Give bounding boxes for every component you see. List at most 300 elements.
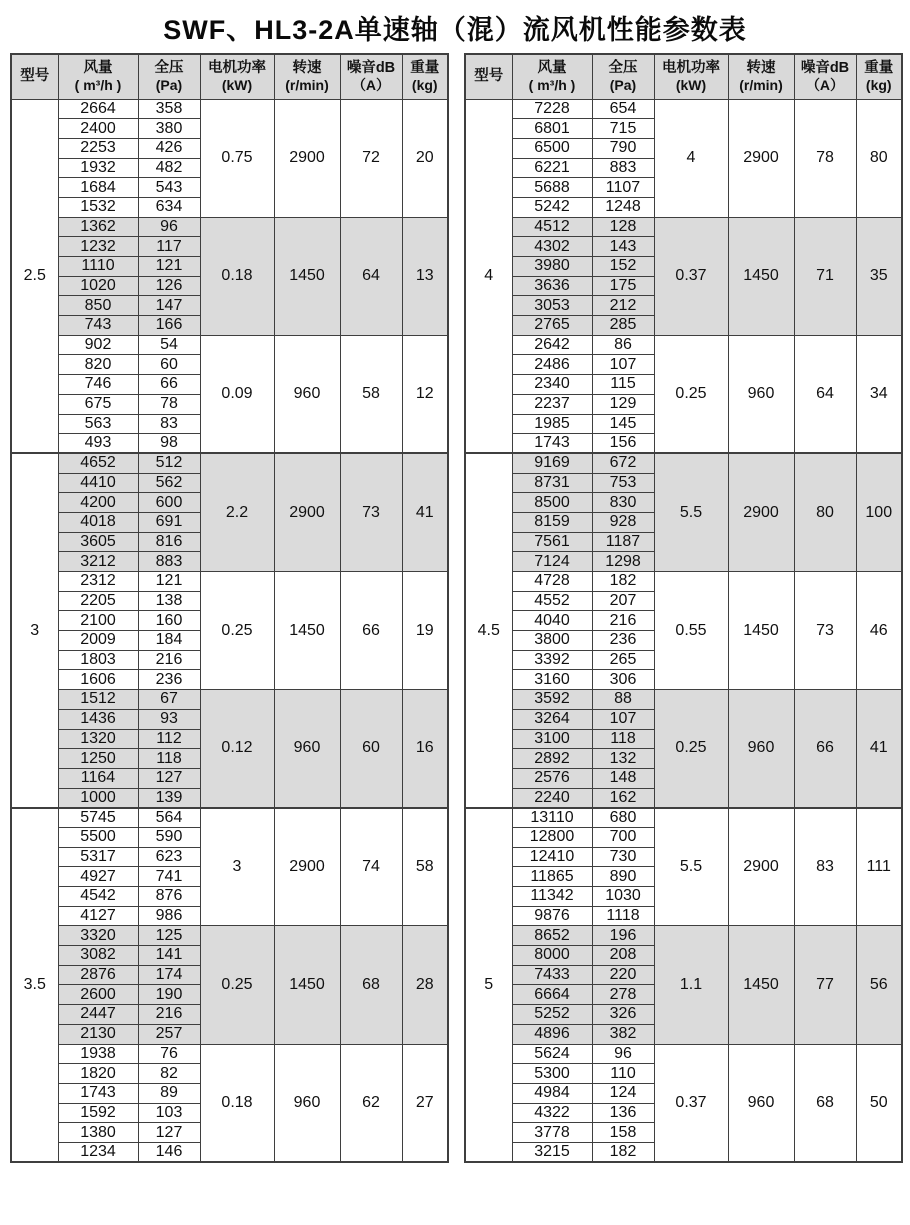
flow-cell: 493 [58, 434, 138, 454]
pressure-cell: 1107 [592, 178, 654, 198]
model-cell: 2.5 [11, 99, 58, 453]
noise-cell: 73 [340, 453, 402, 571]
pressure-cell: 890 [592, 867, 654, 887]
flow-cell: 4542 [58, 887, 138, 907]
col-header-power [200, 54, 274, 99]
weight-cell: 34 [856, 335, 902, 453]
pressure-cell: 182 [592, 572, 654, 592]
col-header-weight [856, 54, 902, 99]
flow-cell: 2340 [512, 375, 592, 395]
power-cell: 0.75 [200, 99, 274, 217]
table-row [11, 99, 448, 119]
pressure-cell: 512 [138, 453, 200, 473]
pressure-cell: 190 [138, 985, 200, 1005]
pressure-cell: 124 [592, 1083, 654, 1103]
weight-cell: 41 [856, 690, 902, 808]
pressure-cell: 590 [138, 827, 200, 847]
power-cell: 0.18 [200, 217, 274, 335]
weight-cell: 100 [856, 453, 902, 571]
pressure-cell: 147 [138, 296, 200, 316]
speed-cell: 960 [274, 1044, 340, 1162]
pressure-cell: 634 [138, 197, 200, 217]
pressure-cell: 96 [138, 217, 200, 237]
pressure-cell: 112 [138, 729, 200, 749]
pressure-cell: 60 [138, 355, 200, 375]
flow-cell: 4896 [512, 1024, 592, 1044]
col-header-noise-line1: 噪音dB [346, 59, 396, 76]
pressure-cell: 121 [138, 257, 200, 277]
flow-cell: 675 [58, 394, 138, 414]
table-row [11, 572, 448, 592]
pressure-cell: 54 [138, 335, 200, 355]
col-header-weight-line1: 重量 [410, 59, 440, 76]
weight-cell: 12 [402, 335, 448, 453]
flow-cell: 4652 [58, 453, 138, 473]
pressure-cell: 125 [138, 926, 200, 946]
col-header-flow-line2: ( m³/h ) [74, 77, 122, 94]
speed-cell: 1450 [274, 572, 340, 690]
pressure-cell: 158 [592, 1123, 654, 1143]
pressure-cell: 790 [592, 138, 654, 158]
pressure-cell: 86 [592, 335, 654, 355]
model-cell: 5 [465, 808, 512, 1162]
weight-cell: 111 [856, 808, 902, 926]
table-row [465, 926, 902, 946]
col-header-pressure-line1: 全压 [154, 59, 184, 76]
power-cell: 0.18 [200, 1044, 274, 1162]
table-body-left [11, 99, 448, 1162]
pressure-cell: 1187 [592, 532, 654, 552]
flow-cell: 1985 [512, 414, 592, 434]
flow-cell: 1320 [58, 729, 138, 749]
weight-cell: 41 [402, 453, 448, 571]
col-header-weight [402, 54, 448, 99]
col-header-flow [58, 54, 138, 99]
table-row [465, 572, 902, 592]
flow-cell: 7228 [512, 99, 592, 119]
flow-cell: 2876 [58, 965, 138, 985]
model-cell: 4.5 [465, 453, 512, 807]
flow-cell: 3636 [512, 276, 592, 296]
weight-cell: 27 [402, 1044, 448, 1162]
table-row [465, 690, 902, 710]
pressure-cell: 715 [592, 119, 654, 139]
col-header-speed-line2: (r/min) [285, 77, 329, 94]
pressure-cell: 196 [592, 926, 654, 946]
flow-cell: 2312 [58, 572, 138, 592]
noise-cell: 72 [340, 99, 402, 217]
pressure-cell: 145 [592, 414, 654, 434]
flow-cell: 1532 [58, 197, 138, 217]
pressure-cell: 220 [592, 965, 654, 985]
speed-cell: 960 [728, 1044, 794, 1162]
pressure-cell: 257 [138, 1024, 200, 1044]
weight-cell: 46 [856, 572, 902, 690]
flow-cell: 3392 [512, 650, 592, 670]
flow-cell: 4018 [58, 512, 138, 532]
pressure-cell: 127 [138, 1123, 200, 1143]
noise-cell: 66 [340, 572, 402, 690]
pressure-cell: 156 [592, 434, 654, 454]
noise-cell: 80 [794, 453, 856, 571]
pressure-cell: 623 [138, 847, 200, 867]
flow-cell: 5500 [58, 827, 138, 847]
pressure-cell: 700 [592, 827, 654, 847]
col-header-noise-line2: （A） [805, 77, 845, 94]
speed-cell: 960 [274, 690, 340, 808]
noise-cell: 68 [794, 1044, 856, 1162]
flow-cell: 8731 [512, 473, 592, 493]
flow-cell: 3100 [512, 729, 592, 749]
pressure-cell: 146 [138, 1142, 200, 1162]
tables-container [0, 53, 910, 1163]
flow-cell: 8500 [512, 493, 592, 513]
power-cell: 5.5 [654, 453, 728, 571]
flow-cell: 1743 [58, 1083, 138, 1103]
pressure-cell: 162 [592, 788, 654, 808]
pressure-cell: 143 [592, 237, 654, 257]
col-header-speed-line2: (r/min) [739, 77, 783, 94]
flow-cell: 4200 [58, 493, 138, 513]
speed-cell: 1450 [728, 217, 794, 335]
pressure-cell: 830 [592, 493, 654, 513]
flow-cell: 3053 [512, 296, 592, 316]
weight-cell: 16 [402, 690, 448, 808]
pressure-cell: 127 [138, 768, 200, 788]
col-header-model [465, 54, 512, 99]
col-header-power-line1: 电机功率 [208, 59, 266, 76]
noise-cell: 60 [340, 690, 402, 808]
col-header-flow-line1: 风量 [537, 59, 567, 76]
col-header-pressure [592, 54, 654, 99]
pressure-cell: 121 [138, 572, 200, 592]
pressure-cell: 1118 [592, 906, 654, 926]
flow-cell: 4927 [58, 867, 138, 887]
weight-cell: 28 [402, 926, 448, 1044]
flow-cell: 2205 [58, 591, 138, 611]
pressure-cell: 236 [138, 670, 200, 690]
flow-cell: 2765 [512, 316, 592, 336]
pressure-cell: 730 [592, 847, 654, 867]
power-cell: 0.25 [654, 690, 728, 808]
speed-cell: 1450 [728, 572, 794, 690]
col-header-power-line1: 电机功率 [662, 59, 720, 76]
flow-cell: 3082 [58, 946, 138, 966]
speed-cell: 2900 [274, 453, 340, 571]
noise-cell: 77 [794, 926, 856, 1044]
col-header-flow-line1: 风量 [83, 59, 113, 76]
table-row [11, 808, 448, 828]
pressure-cell: 138 [138, 591, 200, 611]
pressure-cell: 208 [592, 946, 654, 966]
power-cell: 0.37 [654, 217, 728, 335]
flow-cell: 2253 [58, 138, 138, 158]
pressure-cell: 182 [592, 1142, 654, 1162]
col-header-speed [728, 54, 794, 99]
pressure-cell: 129 [592, 394, 654, 414]
weight-cell: 19 [402, 572, 448, 690]
speed-cell: 2900 [274, 99, 340, 217]
speed-cell: 960 [728, 690, 794, 808]
flow-cell: 9876 [512, 906, 592, 926]
noise-cell: 64 [794, 335, 856, 453]
speed-cell: 1450 [728, 926, 794, 1044]
flow-cell: 1606 [58, 670, 138, 690]
noise-cell: 83 [794, 808, 856, 926]
pressure-cell: 236 [592, 631, 654, 651]
flow-cell: 4127 [58, 906, 138, 926]
pressure-cell: 741 [138, 867, 200, 887]
flow-cell: 3264 [512, 709, 592, 729]
speed-cell: 960 [728, 335, 794, 453]
col-header-noise-line2: （A） [351, 77, 391, 94]
table-header-right [465, 54, 902, 99]
pressure-cell: 66 [138, 375, 200, 395]
noise-cell: 78 [794, 99, 856, 217]
pressure-cell: 562 [138, 473, 200, 493]
flow-cell: 3592 [512, 690, 592, 710]
col-header-pressure-line2: (Pa) [155, 77, 183, 94]
pressure-cell: 89 [138, 1083, 200, 1103]
pressure-cell: 148 [592, 768, 654, 788]
flow-cell: 1938 [58, 1044, 138, 1064]
col-header-speed [274, 54, 340, 99]
flow-cell: 2600 [58, 985, 138, 1005]
noise-cell: 58 [340, 335, 402, 453]
col-header-flow [512, 54, 592, 99]
flow-cell: 1820 [58, 1064, 138, 1084]
weight-cell: 58 [402, 808, 448, 926]
flow-cell: 3605 [58, 532, 138, 552]
col-header-speed-line1: 转速 [292, 59, 322, 76]
pressure-cell: 216 [138, 650, 200, 670]
col-header-weight-line1: 重量 [864, 59, 894, 76]
flow-cell: 1164 [58, 768, 138, 788]
flow-cell: 4552 [512, 591, 592, 611]
model-cell: 4 [465, 99, 512, 453]
table-row [465, 808, 902, 828]
flow-cell: 13110 [512, 808, 592, 828]
pressure-cell: 141 [138, 946, 200, 966]
pressure-cell: 358 [138, 99, 200, 119]
pressure-cell: 564 [138, 808, 200, 828]
speed-cell: 1450 [274, 926, 340, 1044]
pressure-cell: 753 [592, 473, 654, 493]
power-cell: 0.25 [654, 335, 728, 453]
pressure-cell: 680 [592, 808, 654, 828]
pressure-cell: 174 [138, 965, 200, 985]
power-cell: 0.55 [654, 572, 728, 690]
pressure-cell: 126 [138, 276, 200, 296]
pressure-cell: 166 [138, 316, 200, 336]
pressure-cell: 139 [138, 788, 200, 808]
flow-cell: 4984 [512, 1083, 592, 1103]
table-row [465, 1044, 902, 1064]
pressure-cell: 107 [592, 355, 654, 375]
pressure-cell: 107 [592, 709, 654, 729]
fan-table-left [10, 53, 449, 1163]
pressure-cell: 98 [138, 434, 200, 454]
pressure-cell: 1030 [592, 887, 654, 907]
pressure-cell: 110 [592, 1064, 654, 1084]
flow-cell: 2892 [512, 749, 592, 769]
pressure-cell: 184 [138, 631, 200, 651]
flow-cell: 2447 [58, 1005, 138, 1025]
pressure-cell: 382 [592, 1024, 654, 1044]
table-row [11, 690, 448, 710]
pressure-cell: 265 [592, 650, 654, 670]
flow-cell: 3212 [58, 552, 138, 572]
speed-cell: 2900 [728, 808, 794, 926]
speed-cell: 1450 [274, 217, 340, 335]
pressure-cell: 326 [592, 1005, 654, 1025]
pressure-cell: 82 [138, 1064, 200, 1084]
pressure-cell: 216 [138, 1005, 200, 1025]
flow-cell: 2130 [58, 1024, 138, 1044]
col-header-weight-line2: (kg) [865, 77, 892, 94]
noise-cell: 68 [340, 926, 402, 1044]
col-header-speed-line1: 转速 [746, 59, 776, 76]
noise-cell: 73 [794, 572, 856, 690]
weight-cell: 35 [856, 217, 902, 335]
col-header-power [654, 54, 728, 99]
flow-cell: 3320 [58, 926, 138, 946]
pressure-cell: 96 [592, 1044, 654, 1064]
flow-cell: 5300 [512, 1064, 592, 1084]
table-row [11, 217, 448, 237]
flow-cell: 8159 [512, 512, 592, 532]
model-cell: 3.5 [11, 808, 58, 1162]
flow-cell: 4512 [512, 217, 592, 237]
flow-cell: 4410 [58, 473, 138, 493]
pressure-cell: 883 [592, 158, 654, 178]
pressure-cell: 672 [592, 453, 654, 473]
flow-cell: 3160 [512, 670, 592, 690]
flow-cell: 5252 [512, 1005, 592, 1025]
flow-cell: 6664 [512, 985, 592, 1005]
pressure-cell: 175 [592, 276, 654, 296]
flow-cell: 4040 [512, 611, 592, 631]
pressure-cell: 118 [138, 749, 200, 769]
pressure-cell: 136 [592, 1103, 654, 1123]
flow-cell: 1362 [58, 217, 138, 237]
flow-cell: 1436 [58, 709, 138, 729]
pressure-cell: 212 [592, 296, 654, 316]
pressure-cell: 306 [592, 670, 654, 690]
flow-cell: 2237 [512, 394, 592, 414]
pressure-cell: 883 [138, 552, 200, 572]
speed-cell: 2900 [274, 808, 340, 926]
table-row [465, 217, 902, 237]
pressure-cell: 216 [592, 611, 654, 631]
col-header-model [11, 54, 58, 99]
pressure-cell: 207 [592, 591, 654, 611]
speed-cell: 960 [274, 335, 340, 453]
power-cell: 5.5 [654, 808, 728, 926]
speed-cell: 2900 [728, 453, 794, 571]
pressure-cell: 600 [138, 493, 200, 513]
pressure-cell: 152 [592, 257, 654, 277]
flow-cell: 9169 [512, 453, 592, 473]
flow-cell: 1803 [58, 650, 138, 670]
pressure-cell: 78 [138, 394, 200, 414]
weight-cell: 50 [856, 1044, 902, 1162]
pressure-cell: 1248 [592, 197, 654, 217]
noise-cell: 64 [340, 217, 402, 335]
pressure-cell: 117 [138, 237, 200, 257]
flow-cell: 820 [58, 355, 138, 375]
pressure-cell: 543 [138, 178, 200, 198]
flow-cell: 11865 [512, 867, 592, 887]
flow-cell: 8000 [512, 946, 592, 966]
power-cell: 2.2 [200, 453, 274, 571]
flow-cell: 902 [58, 335, 138, 355]
col-header-noise [794, 54, 856, 99]
flow-cell: 743 [58, 316, 138, 336]
table-row [465, 453, 902, 473]
pressure-cell: 67 [138, 690, 200, 710]
flow-cell: 2009 [58, 631, 138, 651]
flow-cell: 2486 [512, 355, 592, 375]
flow-cell: 3215 [512, 1142, 592, 1162]
flow-cell: 4322 [512, 1103, 592, 1123]
flow-cell: 563 [58, 414, 138, 434]
flow-cell: 12410 [512, 847, 592, 867]
col-header-pressure [138, 54, 200, 99]
model-cell: 3 [11, 453, 58, 807]
noise-cell: 71 [794, 217, 856, 335]
table-row [465, 99, 902, 119]
table-header-left [11, 54, 448, 99]
col-header-flow-line2: ( m³/h ) [528, 77, 576, 94]
noise-cell: 62 [340, 1044, 402, 1162]
pressure-cell: 93 [138, 709, 200, 729]
flow-cell: 5745 [58, 808, 138, 828]
pressure-cell: 691 [138, 512, 200, 532]
weight-cell: 80 [856, 99, 902, 217]
pressure-cell: 654 [592, 99, 654, 119]
page-title: SWF、HL3-2A单速轴（混）流风机性能参数表 [163, 15, 747, 45]
flow-cell: 3778 [512, 1123, 592, 1143]
pressure-cell: 380 [138, 119, 200, 139]
power-cell: 0.37 [654, 1044, 728, 1162]
flow-cell: 5688 [512, 178, 592, 198]
flow-cell: 1232 [58, 237, 138, 257]
col-header-pressure-line1: 全压 [608, 59, 638, 76]
flow-cell: 3980 [512, 257, 592, 277]
flow-cell: 2100 [58, 611, 138, 631]
weight-cell: 20 [402, 99, 448, 217]
table-body-right [465, 99, 902, 1162]
flow-cell: 6221 [512, 158, 592, 178]
flow-cell: 11342 [512, 887, 592, 907]
pressure-cell: 285 [592, 316, 654, 336]
pressure-cell: 1298 [592, 552, 654, 572]
pressure-cell: 132 [592, 749, 654, 769]
table-row [11, 335, 448, 355]
flow-cell: 5317 [58, 847, 138, 867]
pressure-cell: 160 [138, 611, 200, 631]
pressure-cell: 103 [138, 1103, 200, 1123]
flow-cell: 6500 [512, 138, 592, 158]
flow-cell: 1250 [58, 749, 138, 769]
flow-cell: 3800 [512, 631, 592, 651]
fan-table-right [464, 53, 903, 1163]
flow-cell: 1110 [58, 257, 138, 277]
pressure-cell: 115 [592, 375, 654, 395]
flow-cell: 1592 [58, 1103, 138, 1123]
table-row [11, 926, 448, 946]
